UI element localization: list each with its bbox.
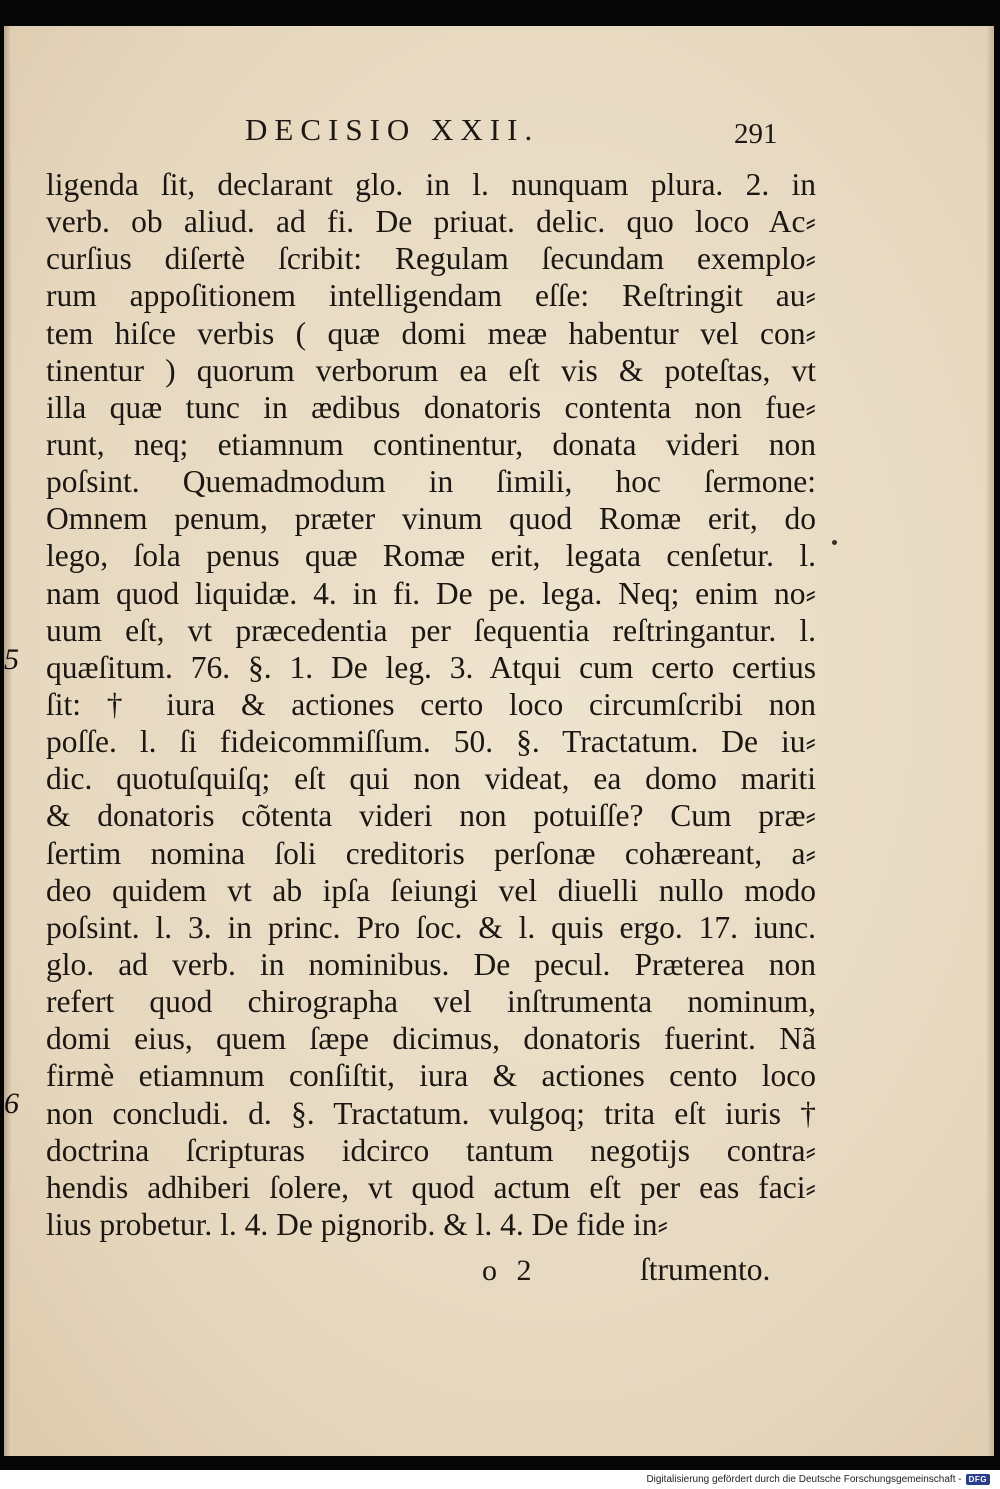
text-line: refert quod chirographa vel inſtrumenta nominum, [46,984,816,1020]
text-line: deo quidem vt ab ipſa ſeiungi vel diuelli nullo modo [46,872,816,908]
text-line: non concludi. d. §. Tractatum. vulgoq; trita eſt iuris † [46,1095,816,1131]
text-line: dic. quotuſquiſq; eſt qui non videat, ea domo mariti [46,761,816,797]
text-line: ſit: † iura & actiones certo loco circumſcribi non [46,686,816,722]
running-title: DECISIO XXII. [245,112,540,147]
text-line: lego, ſola penus quæ Romæ erit, legata cenſetur. l. [46,538,816,574]
text-line: poſsint. Quemadmodum in ſimili, hoc ſermone: [46,464,816,500]
text-line: curſius diſertè ſcribit: Regulam ſecundam exemplo⸗ [46,241,816,277]
text-line: Omnem penum, præter vinum quod Romæ erit, do [46,501,816,537]
text-line: illa quæ tunc in ædibus donatoris contenta non fue⸗ [46,389,816,425]
ink-speck [832,540,837,545]
margin-note-6: 6 [4,1087,19,1120]
text-line: lius probetur. l. 4. De pignorib. & l. 4. De fide in⸗ [46,1206,669,1242]
text-line: verb. ob aliud. ad fi. De priuat. delic. quo loco Ac⸗ [46,204,816,240]
text-line: ſertim nomina ſoli creditoris perſonæ cohæreant, a⸗ [46,835,816,871]
text-line: poſsint. l. 3. in princ. Pro ſoc. & l. quis ergo. 17. iunc. [46,909,816,945]
text-line: glo. ad verb. in nominibus. De pecul. Præterea non [46,946,816,982]
text-line: tinentur ) quorum verborum ea eſt vis & poteſtas, vt [46,352,816,388]
text-line: uum eſt, vt præcedentia per ſequentia reſtringantur. l. [46,612,816,648]
catchword: ſtrumento. [640,1252,771,1287]
digitization-footer [646,1474,990,1485]
text-line: & donatoris cõtenta videri non potuiſſe? Cum præ⸗ [46,798,816,834]
footer-credit: Digitalisierung gefördert durch die Deutsche Forschungsgemeinschaft - [646,1474,962,1485]
text-line: firmè etiamnum conſiſtit, iura & actiones cento loco [46,1058,816,1094]
text-line: poſſe. l. ſi fideicommiſſum. 50. §. Tractatum. De iu⸗ [46,724,816,760]
text-line: runt, neq; etiamnum continentur, donata videri non [46,426,816,462]
page-number: 291 [734,118,778,150]
text-line: ligenda ſit, declarant glo. in l. nunquam plura. 2. in [46,167,816,202]
text-line: tem hiſce verbis ( quæ domi meæ habentur vel con⸗ [46,315,816,351]
text-line: rum appoſitionem intelligendam eſſe: Reſtringit au⸗ [46,278,816,314]
text-line: doctrina ſcripturas idcirco tantum negotijs contra⸗ [46,1132,816,1168]
text-line: nam quod liquidæ. 4. in fi. De pe. lega. Neq; enim no⸗ [46,575,816,611]
page-edge-shadow [986,26,994,1456]
text-line: quæſitum. 76. §. 1. De leg. 3. Atqui cum certo certius [46,649,816,685]
body-text [46,166,816,1243]
margin-note-5: 5 [4,643,19,676]
dfg-logo-icon: DFG [966,1474,990,1485]
text-line: domi eius, quem ſæpe dicimus, donatoris fuerint. Nã [46,1021,816,1057]
signature-mark: o 2 [482,1254,538,1287]
text-line: hendis adhiberi ſolere, vt quod actum eſt per eas faci⸗ [46,1169,816,1205]
page-gutter-shadow [4,26,12,1456]
